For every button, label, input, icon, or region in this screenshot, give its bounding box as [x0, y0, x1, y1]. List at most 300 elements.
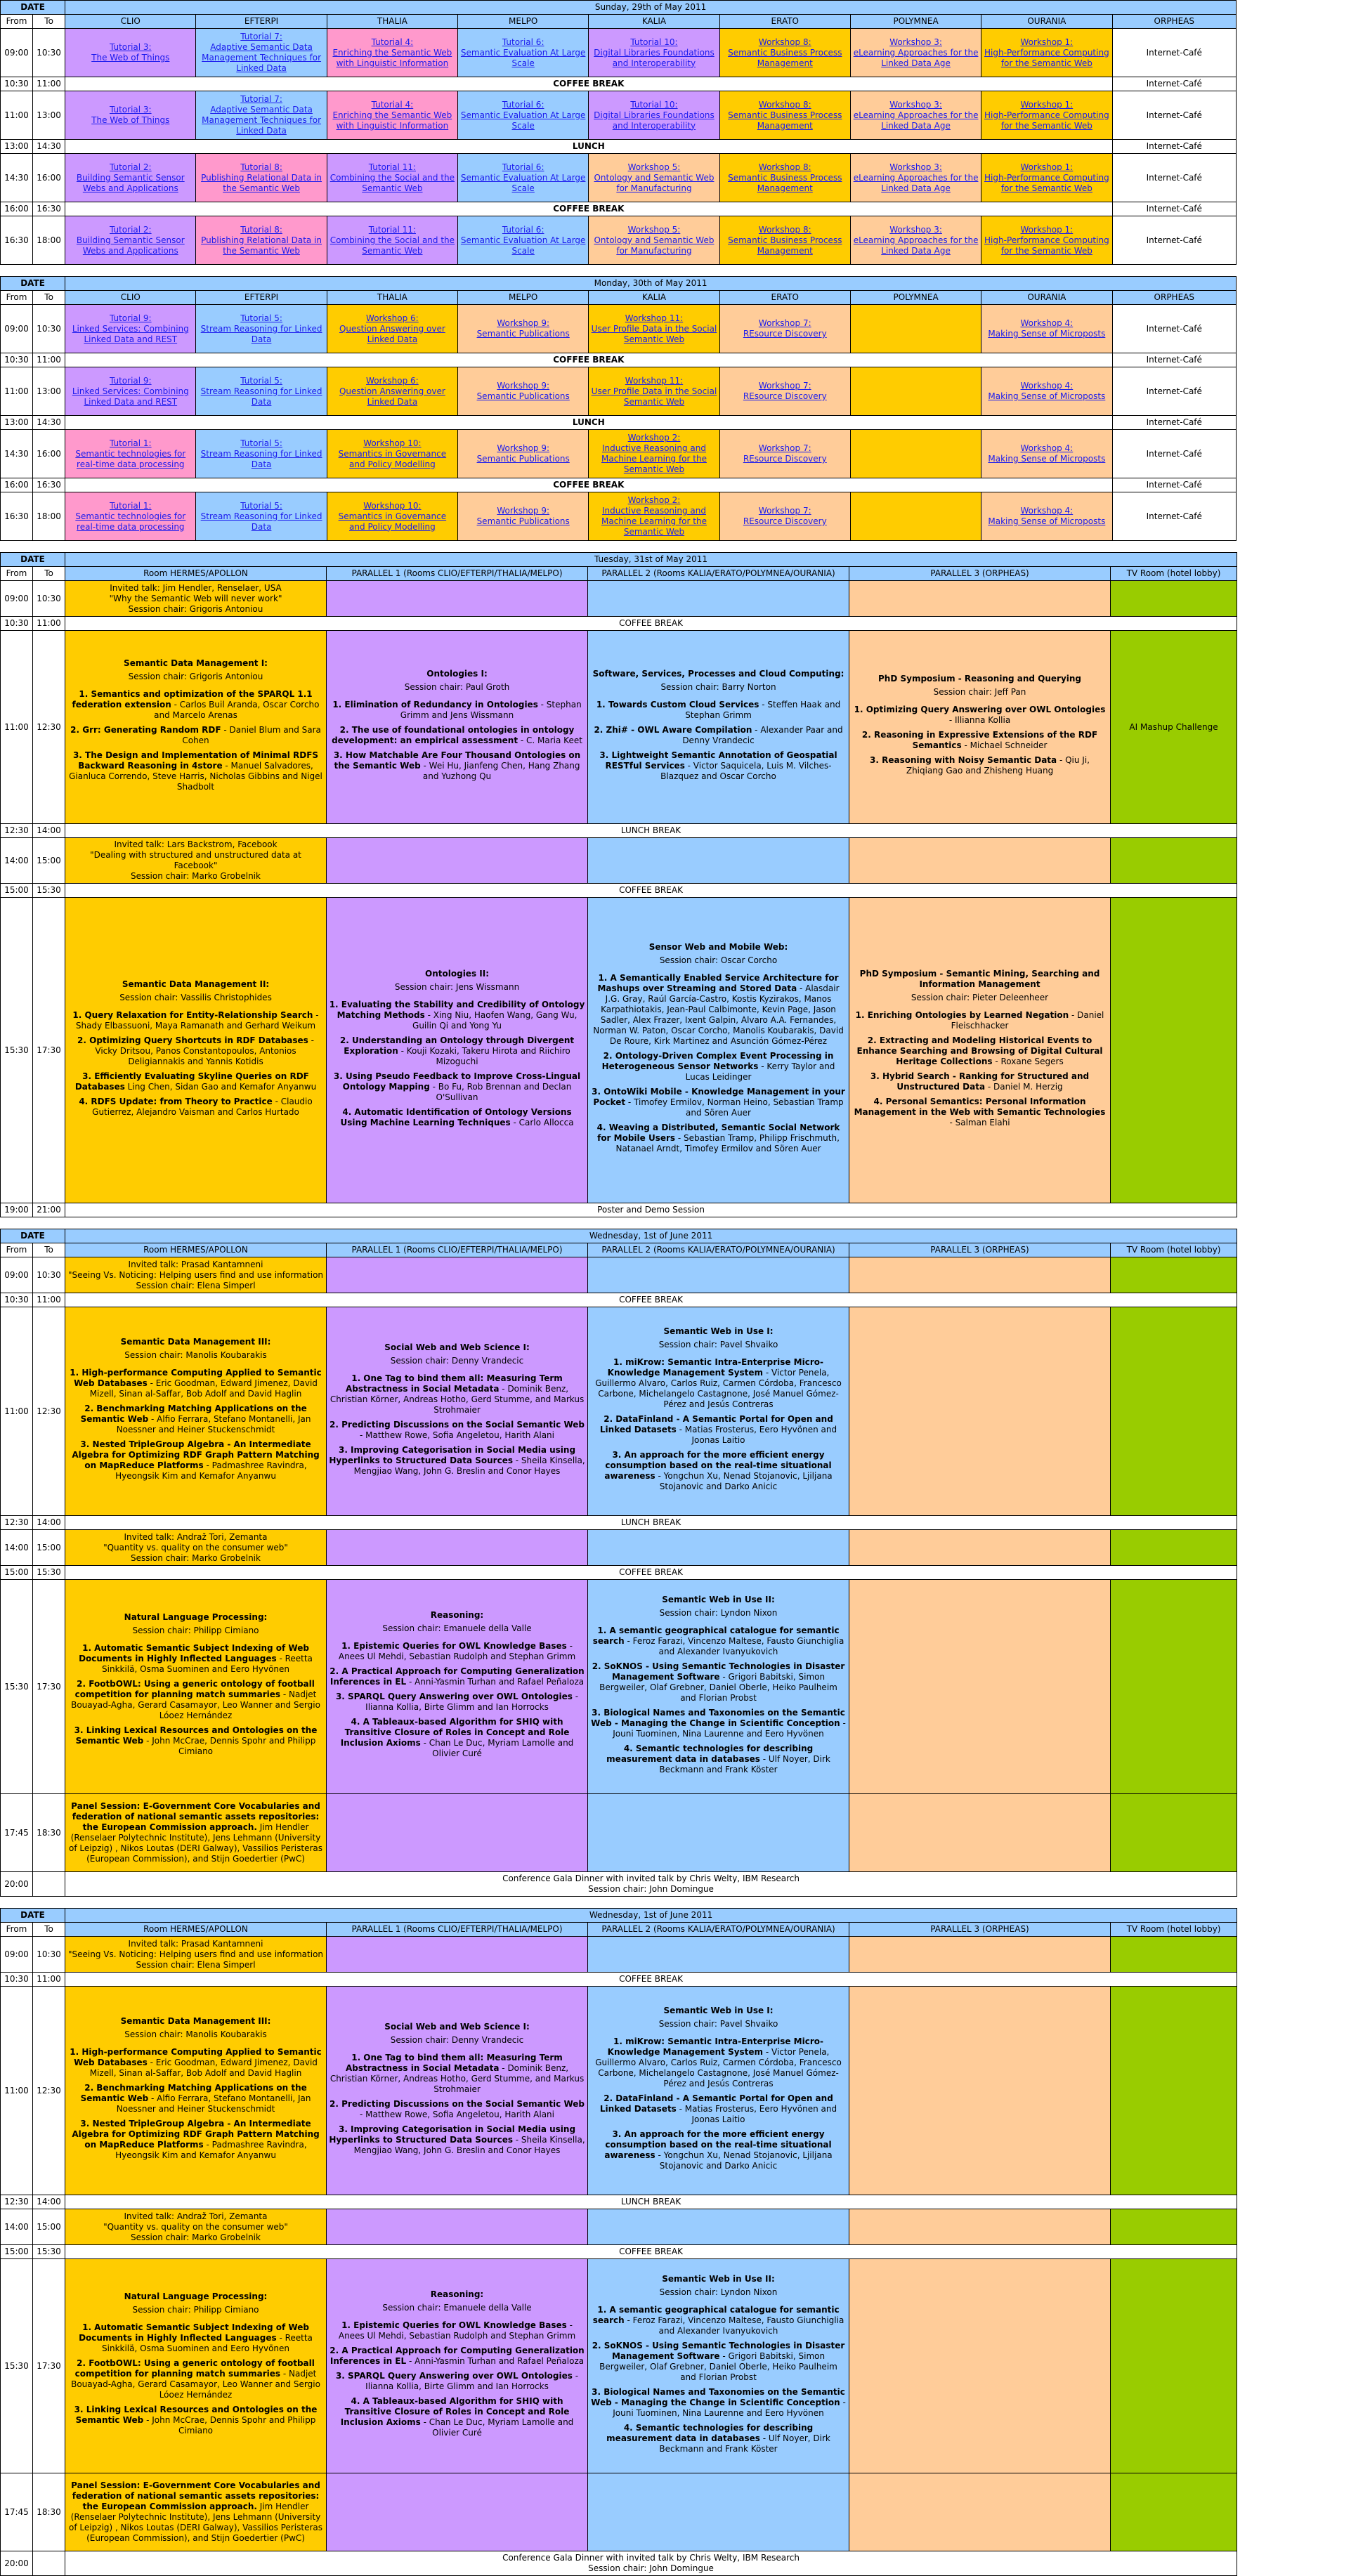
keynote-row	[1, 838, 1237, 884]
room-header: KALIA	[589, 291, 719, 305]
paper-authors: - Matias Frosterus, Eero Hyvönen and Joonas Laitio	[676, 2104, 837, 2124]
session-cell[interactable]	[65, 430, 196, 478]
paper-authors: - Vicky Dritsou, Panos Constantopoulos, Antonios Deligiannakis and Yannis Kotidis	[95, 1035, 314, 1066]
session-title-link[interactable]: Making Sense of Microposts	[988, 516, 1106, 526]
paper-entry	[590, 750, 847, 782]
session-title-link[interactable]: High-Performance Computing for the Semantic Web	[984, 110, 1109, 131]
session-link[interactable]: Workshop 7:	[758, 381, 811, 391]
room-header: THALIA	[327, 291, 457, 305]
session-cell[interactable]	[981, 154, 1112, 202]
session-link[interactable]: Tutorial 9:	[109, 313, 152, 323]
session-cell[interactable]	[850, 367, 981, 416]
internet-cafe-cell	[1112, 140, 1236, 154]
session-cell[interactable]	[981, 367, 1112, 416]
session-link[interactable]: Workshop 5:	[627, 162, 681, 172]
break-row	[1, 824, 1237, 838]
paper-title: 2. Optimizing Query Shortcuts in RDF Databases	[77, 1035, 308, 1045]
internet-cafe-label: Internet-Café	[1146, 323, 1202, 334]
session-link[interactable]: Workshop 1:	[1020, 99, 1074, 110]
room-header: CLIO	[65, 15, 196, 29]
session-title-link[interactable]: eLearning Approaches for the Linked Data Age	[853, 110, 979, 131]
session-title-link[interactable]: REsource Discovery	[743, 391, 827, 401]
session-link[interactable]: Tutorial 2:	[109, 162, 152, 172]
session-link[interactable]: Workshop 2:	[627, 495, 681, 505]
session-title: Reasoning:	[430, 1610, 484, 1620]
keynote-row	[1, 1530, 1237, 1566]
time-to	[33, 1203, 65, 1217]
session-cell[interactable]	[589, 154, 719, 202]
session-link[interactable]: Workshop 4:	[1020, 443, 1074, 453]
keynote-cell	[65, 838, 327, 884]
session-cell[interactable]	[327, 154, 457, 202]
session-link[interactable]: Workshop 9:	[497, 443, 550, 453]
session-row	[1, 305, 1237, 353]
paper-entry	[67, 1643, 324, 1675]
session-link[interactable]: Tutorial 5:	[240, 375, 282, 386]
session-title-link[interactable]: Stream Reasoning for Linked Data	[200, 448, 322, 469]
session-link[interactable]: Tutorial 10:	[630, 37, 678, 47]
paper-entry	[67, 1725, 324, 1757]
session-cell[interactable]	[327, 430, 457, 478]
track-session-cell	[327, 1987, 588, 2195]
session-title-link[interactable]: Semantics in Governance and Policy Modelling	[338, 448, 447, 469]
session-cell[interactable]	[196, 430, 327, 478]
session-title-link[interactable]: Combining the Social and the Semantic Web	[330, 172, 455, 193]
paper-authors: - Victor Penela, Guillermo Alvaro, Carlos Ruiz, Carmen Córdoba, Francesco Carbone, Michelangelo Castagnone, José Manuel Gómez-Pérez and Jesús Contreras	[595, 2047, 842, 2088]
session-cell[interactable]	[327, 305, 457, 353]
session-cell[interactable]	[589, 367, 719, 416]
session-title-link[interactable]: Adaptive Semantic Data Management Techniques for Linked Data	[202, 42, 322, 73]
session-title-link[interactable]: Semantic Business Process Management	[728, 235, 842, 256]
session-link[interactable]: Tutorial 10:	[630, 99, 678, 110]
internet-cafe-label: Internet-Café	[1146, 204, 1202, 214]
session-cell[interactable]	[65, 305, 196, 353]
session-link[interactable]: Workshop 3:	[889, 224, 942, 235]
break-label: COFFEE BREAK	[553, 480, 625, 490]
paper-entry	[852, 1010, 1108, 1031]
session-cell[interactable]	[458, 492, 589, 541]
session-cell[interactable]	[981, 430, 1112, 478]
session-title-link[interactable]: Semantic Publications	[476, 391, 570, 401]
empty-cell	[849, 2209, 1111, 2245]
empty-cell	[1111, 581, 1237, 617]
session-cell[interactable]	[327, 91, 457, 140]
schedule-wednesday	[0, 1229, 1237, 1897]
paper-entry	[67, 1679, 324, 1721]
session-link[interactable]: Tutorial 7:	[240, 32, 282, 41]
time-from-text: 14:30	[4, 448, 29, 459]
session-cell[interactable]	[65, 154, 196, 202]
gala-cell	[65, 2551, 1237, 2576]
break-cell	[65, 1566, 1237, 1580]
session-link[interactable]: Tutorial 5:	[240, 313, 282, 323]
break-row	[1, 478, 1237, 492]
room-header: EFTERPI	[196, 15, 327, 29]
time-from	[1, 353, 33, 367]
paper-authors: - Chan Le Duc, Myriam Lamolle and Olivier Curé	[420, 1738, 574, 1758]
session-title-link[interactable]: Semantic Evaluation At Large Scale	[460, 172, 586, 193]
session-title-link[interactable]: Inductive Reasoning and Machine Learning for the Semantic Web	[601, 506, 707, 537]
time-from	[1, 430, 33, 478]
date-label: DATE	[1, 1229, 65, 1243]
time-to	[33, 824, 65, 838]
to-header: To	[33, 15, 65, 29]
session-title-link[interactable]: eLearning Approaches for the Linked Data Age	[853, 235, 979, 256]
session-cell[interactable]	[850, 29, 981, 77]
session-link[interactable]: Tutorial 3:	[109, 105, 152, 115]
session-title-link[interactable]: Building Semantic Sensor Webs and Applications	[76, 172, 185, 193]
session-title-link[interactable]: Semantic Business Process Management	[728, 172, 842, 193]
time-from	[1, 1516, 33, 1530]
session-cell[interactable]	[589, 216, 719, 265]
track-session-cell	[65, 1307, 327, 1516]
paper-authors: - Chan Le Duc, Myriam Lamolle and Olivier Curé	[420, 2417, 574, 2438]
session-title-link[interactable]: Adaptive Semantic Data Management Techniques for Linked Data	[202, 105, 322, 136]
time-to-text: 14:00	[37, 2197, 61, 2206]
session-link[interactable]: Tutorial 7:	[240, 94, 282, 104]
session-cell[interactable]	[850, 305, 981, 353]
session-cell[interactable]	[719, 154, 850, 202]
session-cell[interactable]	[719, 305, 850, 353]
session-cell[interactable]	[850, 492, 981, 541]
paper-title: 3. The Design and Implementation of Minimal RDFS Backward Reasoning in 4store	[72, 750, 319, 771]
session-title: Natural Language Processing:	[124, 1612, 268, 1622]
session-title-link[interactable]: eLearning Approaches for the Linked Data Age	[853, 47, 979, 68]
session-cell[interactable]	[589, 430, 719, 478]
paper-authors: - Jouni Tuominen, Nina Laurenne and Eero Hyvönen	[613, 2397, 846, 2418]
session-cell[interactable]	[196, 29, 327, 77]
session-cell[interactable]	[196, 91, 327, 140]
session-cell[interactable]	[589, 91, 719, 140]
session-title-link[interactable]: Linked Services: Combining Linked Data and REST	[72, 323, 189, 344]
session-link[interactable]: Tutorial 6:	[502, 37, 544, 47]
empty-cell	[588, 2209, 849, 2245]
session-title-link[interactable]: Making Sense of Microposts	[988, 454, 1106, 464]
session-cell[interactable]	[850, 91, 981, 140]
internet-cafe-label: Internet-Café	[1146, 511, 1202, 521]
paper-title: 3. Hybrid Search - Ranking for Structured and Unstructured Data	[870, 1071, 1090, 1092]
track-session-cell	[849, 1987, 1111, 2195]
session-cell[interactable]	[458, 305, 589, 353]
room-header: CLIO	[65, 291, 196, 305]
empty-cell	[588, 1794, 849, 1872]
session-link[interactable]: Workshop 8:	[758, 99, 811, 110]
keynote-line: Session chair: Marko Grobelnik	[131, 2232, 261, 2242]
time-from	[1, 1794, 33, 1872]
session-cell[interactable]	[196, 305, 327, 353]
session-link[interactable]: Workshop 7:	[758, 318, 811, 328]
session-title-link[interactable]: Combining the Social and the Semantic Web	[330, 235, 455, 256]
session-cell[interactable]	[458, 91, 589, 140]
session-row	[1, 29, 1237, 77]
session-link[interactable]: Workshop 8:	[758, 37, 811, 47]
track-header: TV Room (hotel lobby)	[1111, 1923, 1237, 1937]
keynote-row	[1, 1937, 1237, 1973]
session-title-link[interactable]: Question Answering over Linked Data	[339, 386, 445, 407]
paper-entry	[590, 2305, 847, 2336]
paper-authors: - Ilianna Kollia, Birte Glimm and Ian Horrocks	[365, 1692, 579, 1712]
session-cell[interactable]	[981, 91, 1112, 140]
internet-cafe-label: Internet-Café	[1146, 110, 1202, 120]
session-link[interactable]: Tutorial 11:	[368, 224, 416, 235]
session-link[interactable]: Tutorial 8:	[240, 224, 282, 235]
session-link[interactable]: Tutorial 6:	[502, 162, 544, 172]
session-chair: Session chair: Paul Groth	[404, 681, 510, 692]
session-link[interactable]: Workshop 8:	[758, 162, 811, 172]
paper-title: 1. miKrow: Semantic Intra-Enterprise Micro-Knowledge Management System	[607, 1357, 823, 1378]
session-cell[interactable]	[458, 216, 589, 265]
session-link[interactable]: Workshop 10:	[363, 438, 422, 448]
paper-entry	[590, 2036, 847, 2089]
session-link[interactable]: Tutorial 4:	[371, 37, 414, 47]
paper-entry	[329, 725, 585, 746]
session-cell[interactable]	[981, 216, 1112, 265]
session-title-link[interactable]: Digital Libraries Foundations and Interoperability	[594, 47, 715, 68]
time-from-text: 16:30	[4, 511, 29, 521]
session-title-link[interactable]: Making Sense of Microposts	[988, 391, 1106, 401]
session-title-link[interactable]: Making Sense of Microposts	[988, 329, 1106, 339]
paper-title: 1. miKrow: Semantic Intra-Enterprise Micro-Knowledge Management System	[607, 2036, 823, 2057]
session-link[interactable]: Workshop 7:	[758, 443, 811, 453]
session-title-link[interactable]: Semantic Publications	[476, 329, 570, 339]
paper-entry	[67, 750, 324, 792]
session-cell[interactable]	[850, 216, 981, 265]
session-link[interactable]: Workshop 4:	[1020, 381, 1074, 391]
session-link[interactable]: Workshop 1:	[1020, 162, 1074, 172]
time-from	[1, 416, 33, 430]
keynote-line: Invited talk: Jim Hendler, Renselaer, USA	[110, 582, 282, 593]
session-title-link[interactable]: Digital Libraries Foundations and Interoperability	[594, 110, 715, 131]
session-link[interactable]: Tutorial 5:	[240, 438, 282, 448]
time-from	[1, 884, 33, 898]
session-link[interactable]: Workshop 4:	[1020, 318, 1074, 328]
session-title-link[interactable]: Publishing Relational Data in the Semantic Web	[201, 235, 322, 256]
session-cell[interactable]	[719, 430, 850, 478]
session-title-link[interactable]: Semantic Business Process Management	[728, 110, 842, 131]
session-link[interactable]: Tutorial 6:	[502, 99, 544, 110]
paper-authors: - Grigori Babitski, Simon Bergweiler, Olaf Grebner, Daniel Oberle, Heiko Paulheim and Florian Probst	[599, 2351, 837, 2382]
session-link[interactable]: Workshop 6:	[366, 375, 419, 386]
session-link[interactable]: Tutorial 6:	[502, 224, 544, 235]
session-link[interactable]: Tutorial 11:	[368, 162, 416, 172]
session-link[interactable]: Tutorial 9:	[109, 375, 152, 386]
session-title-link[interactable]: REsource Discovery	[743, 329, 827, 339]
session-title-link[interactable]: Stream Reasoning for Linked Data	[200, 386, 322, 407]
session-link[interactable]: Tutorial 5:	[240, 500, 282, 511]
session-title-link[interactable]: High-Performance Computing for the Semantic Web	[984, 47, 1109, 68]
session-link[interactable]: Workshop 11:	[625, 375, 684, 386]
time-to	[33, 154, 65, 202]
paper-authors: - Bo Fu, Rob Brennan and Declan O'Sullivan	[429, 1081, 572, 1102]
panel-title: Panel Session: E-Government Core Vocabularies and federation of national semantic assets repositories: the European Commission approach.	[71, 1801, 320, 1832]
from-header: From	[1, 1243, 33, 1257]
session-title-link[interactable]: User Profile Data in the Social Semantic Web	[591, 386, 717, 407]
break-row	[1, 1203, 1237, 1217]
session-title-link[interactable]: Stream Reasoning for Linked Data	[200, 323, 322, 344]
session-title-link[interactable]: Semantic technologies for real-time data processing	[75, 511, 186, 532]
panel-members: Jim Hendler (Renselaer Polytechnic Institute), Jens Lehmann (University of Leipzig) , Nikos Loutas (DERI Galway), Vassilios Peristeras (European Commission), and Stijn Goedertier (PwC)	[69, 1822, 323, 1864]
session-cell[interactable]	[589, 29, 719, 77]
session-cell[interactable]	[589, 492, 719, 541]
session-link[interactable]: Workshop 4:	[1020, 506, 1074, 516]
session-title-link[interactable]: Enriching the Semantic Web with Linguistic Information	[332, 47, 452, 68]
session-link[interactable]: Workshop 1:	[1020, 37, 1074, 47]
session-cell[interactable]	[981, 305, 1112, 353]
paper-title: 3. OntoWiki Mobile - Knowledge Management in your Pocket	[592, 1087, 845, 1107]
session-title-link[interactable]: Semantic Evaluation At Large Scale	[460, 110, 586, 131]
session-cell[interactable]	[719, 29, 850, 77]
empty-cell	[588, 1257, 849, 1293]
session-cell[interactable]	[327, 492, 457, 541]
session-cell[interactable]	[65, 367, 196, 416]
paper-title: 1. A semantic geographical catalogue for semantic search	[592, 1625, 840, 1646]
session-cell[interactable]	[196, 367, 327, 416]
paper-authors: - Matias Frosterus, Eero Hyvönen and Joonas Laitio	[676, 1425, 837, 1445]
break-row	[1, 1516, 1237, 1530]
session-link[interactable]: Workshop 7:	[758, 506, 811, 516]
session-cell[interactable]	[196, 216, 327, 265]
session-cell[interactable]	[327, 367, 457, 416]
session-title-link[interactable]: Semantics in Governance and Policy Modelling	[338, 511, 447, 532]
session-link[interactable]: Tutorial 8:	[240, 162, 282, 172]
session-link[interactable]: Workshop 9:	[497, 318, 550, 328]
session-link[interactable]: Workshop 2:	[627, 433, 681, 443]
session-cell[interactable]	[196, 154, 327, 202]
time-from	[1, 824, 33, 838]
session-cell[interactable]	[719, 492, 850, 541]
session-link[interactable]: Tutorial 1:	[109, 500, 152, 511]
session-cell[interactable]	[850, 154, 981, 202]
empty-cell	[1111, 1257, 1237, 1293]
session-link[interactable]: Workshop 1:	[1020, 224, 1074, 235]
paper-title: 1. Elimination of Redundancy in Ontologies	[332, 699, 538, 710]
session-title: PhD Symposium - Reasoning and Querying	[878, 674, 1082, 684]
internet-cafe-label: Internet-Café	[1146, 355, 1202, 365]
session-title-link[interactable]: Semantic technologies for real-time data processing	[75, 448, 186, 469]
session-cell[interactable]	[719, 91, 850, 140]
session-title-link[interactable]: Semantic Publications	[476, 516, 570, 526]
session-link[interactable]: Tutorial 3:	[109, 42, 152, 52]
time-from-text: 10:30	[4, 618, 29, 628]
session-title-link[interactable]: Semantic Evaluation At Large Scale	[460, 235, 586, 256]
session-cell[interactable]	[850, 430, 981, 478]
paper-title: 3. Nested TripleGroup Algebra - An Intermediate Algebra for Optimizing RDF Graph Pattern Matching on MapReduce Platforms	[72, 2119, 320, 2150]
paper-entry	[329, 1035, 585, 1067]
session-link[interactable]: Workshop 3:	[889, 162, 942, 172]
session-cell[interactable]	[458, 367, 589, 416]
session-cell[interactable]	[719, 367, 850, 416]
session-title-link[interactable]: High-Performance Computing for the Semantic Web	[984, 172, 1109, 193]
session-link[interactable]: Workshop 6:	[366, 313, 419, 323]
session-title-link[interactable]: REsource Discovery	[743, 454, 827, 464]
session-title-link[interactable]: REsource Discovery	[743, 516, 827, 526]
time-to	[33, 478, 65, 492]
room-header: MELPO	[458, 291, 589, 305]
session-cell[interactable]	[65, 216, 196, 265]
time-from	[1, 1203, 33, 1217]
session-title-link[interactable]: Linked Services: Combining Linked Data and REST	[72, 386, 189, 407]
session-title: Natural Language Processing:	[124, 2291, 268, 2301]
paper-authors: - Stephan Grimm and Jens Wissmann	[400, 699, 582, 720]
session-link[interactable]: Workshop 3:	[889, 99, 942, 110]
break-row	[1, 1293, 1237, 1307]
time-from	[1, 202, 33, 216]
time-to-text: 15:00	[37, 1542, 61, 1552]
session-title-link[interactable]: Building Semantic Sensor Webs and Applications	[76, 235, 185, 256]
session-cell[interactable]	[458, 29, 589, 77]
session-cell[interactable]	[458, 154, 589, 202]
time-to	[33, 1987, 65, 2195]
session-cell[interactable]	[327, 29, 457, 77]
session-link[interactable]: Workshop 3:	[889, 37, 942, 47]
session-title-link[interactable]: User Profile Data in the Social Semantic Web	[591, 323, 717, 344]
session-cell[interactable]	[981, 492, 1112, 541]
paper-authors: - Michael Schneider	[961, 740, 1048, 750]
paper-authors: - C. Maria Keet	[518, 735, 582, 745]
paper-title: 1. Enriching Ontologies by Learned Negation	[855, 1009, 1069, 1020]
session-cell[interactable]	[589, 305, 719, 353]
time-to-text: 12:30	[37, 721, 61, 732]
paper-entry	[329, 1000, 585, 1031]
session-title-link[interactable]: Question Answering over Linked Data	[339, 323, 445, 344]
session-link[interactable]: Tutorial 1:	[109, 438, 152, 448]
session-link[interactable]: Workshop 11:	[625, 313, 684, 323]
session-link[interactable]: Workshop 9:	[497, 381, 550, 391]
session-cell[interactable]	[65, 492, 196, 541]
session-link[interactable]: Workshop 9:	[497, 506, 550, 516]
time-to	[33, 884, 65, 898]
session-title-link[interactable]: Ontology and Semantic Web for Manufacturing	[594, 172, 715, 193]
session-title-link[interactable]: Semantic Evaluation At Large Scale	[460, 47, 586, 68]
internet-cafe-label: Internet-Café	[1146, 141, 1202, 151]
session-title-link[interactable]: eLearning Approaches for the Linked Data Age	[853, 172, 979, 193]
session-title-link[interactable]: Stream Reasoning for Linked Data	[200, 511, 322, 532]
session-link[interactable]: Tutorial 4:	[371, 99, 414, 110]
session-title-link[interactable]: Semantic Publications	[476, 454, 570, 464]
day-title: Wednesday, 1st of June 2011	[65, 1909, 1237, 1923]
session-title-link[interactable]: Enriching the Semantic Web with Linguistic Information	[332, 110, 452, 131]
time-to-text: 14:00	[37, 1517, 61, 1527]
session-cell[interactable]	[981, 29, 1112, 77]
session-cell[interactable]	[719, 216, 850, 265]
session-link[interactable]: Workshop 8:	[758, 224, 811, 235]
session-link[interactable]: Tutorial 2:	[109, 224, 152, 235]
break-row	[1, 1566, 1237, 1580]
keynote-line: Session chair: Elena Simperl	[136, 1280, 256, 1290]
session-title-link[interactable]: Inductive Reasoning and Machine Learning for the Semantic Web	[601, 443, 707, 474]
session-cell[interactable]	[327, 216, 457, 265]
tv-room-cell	[1111, 1987, 1237, 2195]
session-title-link[interactable]: The Web of Things	[91, 53, 170, 63]
session-title: Reasoning:	[430, 2289, 484, 2299]
internet-cafe-label: Internet-Café	[1146, 235, 1202, 245]
tv-room-event: AI Mashup Challenge	[1129, 721, 1218, 732]
paper-authors: - Alexander Paar and Denny Vrandecic	[682, 724, 843, 745]
session-cell[interactable]	[65, 29, 196, 77]
session-title-link[interactable]: The Web of Things	[91, 115, 170, 125]
keynote-line: Invited talk: Lars Backstrom, Facebook	[114, 839, 278, 849]
session-link[interactable]: Workshop 10:	[363, 500, 422, 511]
session-title-link[interactable]: Publishing Relational Data in the Semantic Web	[201, 172, 322, 193]
session-title-link[interactable]: Semantic Business Process Management	[728, 47, 842, 68]
session-title-link[interactable]: High-Performance Computing for the Semantic Web	[984, 235, 1109, 256]
session-cell[interactable]	[65, 91, 196, 140]
session-cell[interactable]	[458, 430, 589, 478]
session-cell[interactable]	[196, 492, 327, 541]
session-title-link[interactable]: Ontology and Semantic Web for Manufacturing	[594, 235, 715, 256]
session-link[interactable]: Workshop 5:	[627, 224, 681, 235]
room-header: MELPO	[458, 15, 589, 29]
